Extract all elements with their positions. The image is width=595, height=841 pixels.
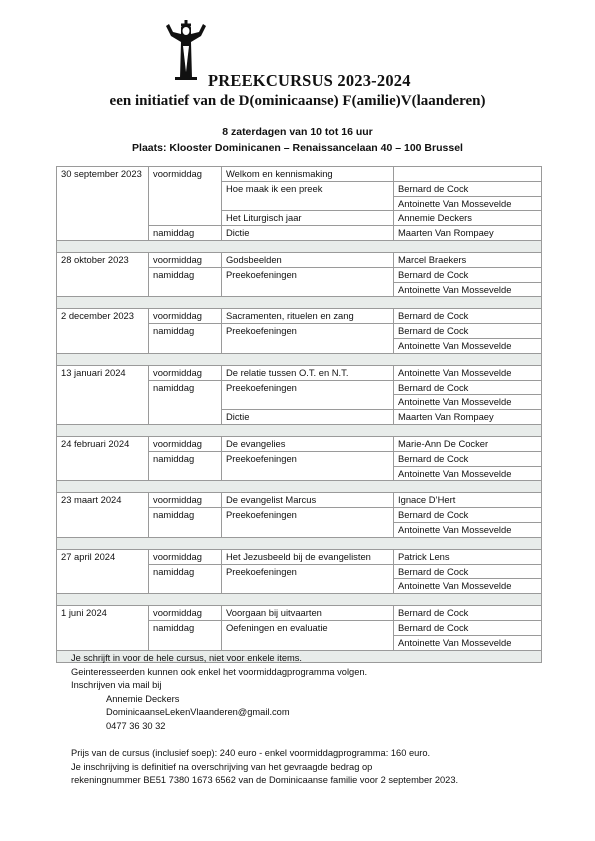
speaker-name: Antoinette Van Mossevelde [394, 365, 542, 380]
session-date: 27 april 2024 [57, 549, 149, 593]
speaker-name: Bernard de Cock [394, 267, 542, 282]
session-topic: Oefeningen en evaluatie [222, 620, 394, 650]
footer-line: Je inschrijving is definitief na overschrijving van het gevraagde bedrag op [71, 761, 373, 772]
session-part: voormiddag [149, 436, 222, 451]
footer-line: Je schrijft in voor de hele cursus, niet voor enkele items. [71, 653, 302, 663]
separator-row [57, 481, 542, 493]
separator-cell [57, 537, 542, 549]
session-date: 23 maart 2024 [57, 493, 149, 537]
speaker-name: Marcel Braekers [394, 252, 542, 267]
separator-cell [57, 297, 542, 309]
table-row [57, 606, 542, 621]
session-topic: De relatie tussen O.T. en N.T. [222, 365, 394, 380]
table-row [57, 252, 542, 267]
page-subtitle: een initiatief van de D(ominicaanse) F(amilie)V(laanderen) [109, 93, 486, 109]
session-topic: Preekoefeningen [222, 508, 394, 538]
separator-row [57, 594, 542, 606]
session-part: namiddag [149, 451, 222, 481]
session-topic: Godsbeelden [222, 252, 394, 267]
session-topic: Dictie [222, 410, 394, 425]
session-part: namiddag [149, 267, 222, 297]
speaker-name: Bernard de Cock [394, 508, 542, 523]
speaker-name: Annemie Deckers [394, 211, 542, 226]
schedule-table [56, 166, 542, 663]
separator-row [57, 424, 542, 436]
separator-cell [57, 424, 542, 436]
session-topic: De evangelist Marcus [222, 493, 394, 508]
speaker-name: Antoinette Van Mossevelde [394, 282, 542, 297]
speaker-name: Antoinette Van Mossevelde [394, 579, 542, 594]
separator-cell [57, 240, 542, 252]
table-row [57, 365, 542, 380]
session-part: namiddag [149, 226, 222, 241]
speaker-name: Antoinette Van Mossevelde [394, 395, 542, 410]
speaker-name: Bernard de Cock [394, 324, 542, 339]
session-topic: Het Liturgisch jaar [222, 211, 394, 226]
speaker-name: Ignace D’Hert [394, 493, 542, 508]
session-topic: De evangelies [222, 436, 394, 451]
separator-cell [57, 353, 542, 365]
table-row [57, 436, 542, 451]
speaker-name: Antoinette Van Mossevelde [394, 522, 542, 537]
speaker-name: Antoinette Van Mossevelde [394, 196, 542, 211]
session-part: namiddag [149, 324, 222, 354]
session-topic: Dictie [222, 226, 394, 241]
separator-cell [57, 481, 542, 493]
contact-phone: 0477 36 30 32 [106, 720, 166, 731]
speaker-name: Bernard de Cock [394, 309, 542, 324]
session-date: 2 december 2023 [57, 309, 149, 353]
session-topic: Het Jezusbeeld bij de evangelisten [222, 549, 394, 564]
session-part: namiddag [149, 380, 222, 424]
speaker-name: Marie-Ann De Cocker [394, 436, 542, 451]
footer-line: Inschrijven via mail bij [71, 680, 162, 691]
speaker-name: Bernard de Cock [394, 620, 542, 635]
schedule-info: 8 zaterdagen van 10 tot 16 uur [222, 126, 373, 138]
session-topic: Preekoefeningen [222, 380, 394, 410]
speaker-name: Antoinette Van Mossevelde [394, 466, 542, 481]
session-date: 13 januari 2024 [57, 365, 149, 424]
separator-row [57, 353, 542, 365]
session-part: namiddag [149, 620, 222, 650]
session-part: voormiddag [149, 252, 222, 267]
speaker-name: Bernard de Cock [394, 451, 542, 466]
session-date: 24 februari 2024 [57, 436, 149, 480]
session-topic: Voorgaan bij uitvaarten [222, 606, 394, 621]
table-row [57, 309, 542, 324]
session-part: voormiddag [149, 167, 222, 226]
session-topic: Sacramenten, rituelen en zang [222, 309, 394, 324]
session-topic: Welkom en kennismaking [222, 167, 394, 182]
session-topic: Preekoefeningen [222, 564, 394, 594]
speaker-name: Antoinette Van Mossevelde [394, 338, 542, 353]
session-topic: Hoe maak ik een preek [222, 181, 394, 211]
price-info: Prijs van de cursus (inclusief soep): 240 euro - enkel voormiddagprogramma: 160 euro. [71, 748, 431, 759]
session-part: voormiddag [149, 365, 222, 380]
session-part: voormiddag [149, 606, 222, 621]
separator-row [57, 240, 542, 252]
table-row [57, 493, 542, 508]
separator-cell [57, 594, 542, 606]
speaker-name: Bernard de Cock [394, 564, 542, 579]
session-part: voormiddag [149, 309, 222, 324]
session-topic: Preekoefeningen [222, 324, 394, 354]
dominican-logo [163, 20, 209, 82]
session-part: namiddag [149, 564, 222, 594]
separator-row [57, 537, 542, 549]
session-date: 1 juni 2024 [57, 606, 149, 650]
separator-row [57, 297, 542, 309]
session-topic: Preekoefeningen [222, 267, 394, 297]
page-title: PREEKCURSUS 2023-2024 [208, 71, 411, 90]
speaker-name: Bernard de Cock [394, 606, 542, 621]
session-date: 30 september 2023 [57, 167, 149, 241]
speaker-name [394, 167, 542, 182]
table-row [57, 549, 542, 564]
table-row [57, 167, 542, 182]
speaker-name: Bernard de Cock [394, 380, 542, 395]
speaker-name: Antoinette Van Mossevelde [394, 635, 542, 650]
footer-line: Geinteresseerden kunnen ook enkel het voormiddagprogramma volgen. [71, 666, 368, 677]
speaker-name: Maarten Van Rompaey [394, 410, 542, 425]
speaker-name: Bernard de Cock [394, 181, 542, 196]
speaker-name: Maarten Van Rompaey [394, 226, 542, 241]
speaker-name: Patrick Lens [394, 549, 542, 564]
bank-info: rekeningnummer BE51 7380 1673 6562 van de Dominicaanse familie voor 2 september 2023. [71, 775, 459, 786]
registration-info [71, 652, 458, 788]
session-topic: Preekoefeningen [222, 451, 394, 481]
location-info: Plaats: Klooster Dominicanen – Renaissancelaan 40 – 100 Brussel [132, 142, 463, 154]
session-part: voormiddag [149, 549, 222, 564]
contact-name: Annemie Deckers [106, 693, 180, 704]
session-date: 28 oktober 2023 [57, 252, 149, 296]
session-part: namiddag [149, 508, 222, 538]
contact-email: DominicaanseLekenVlaanderen@gmail.com [106, 707, 290, 718]
session-part: voormiddag [149, 493, 222, 508]
